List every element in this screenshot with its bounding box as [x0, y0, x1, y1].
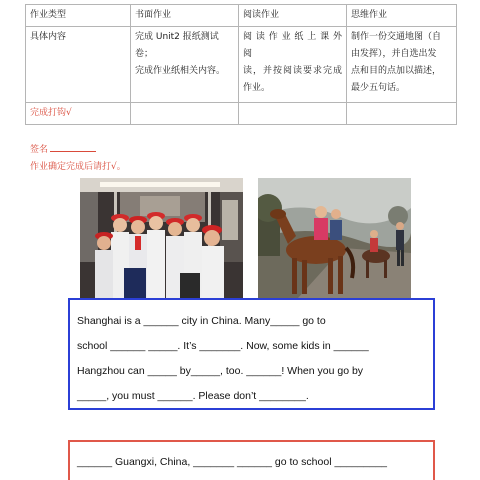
cloze-line: Shanghai is a ______ city in China. Many_____ go to [77, 315, 326, 327]
header-cell: 思维作业 [347, 5, 457, 27]
done-checkbox-cell[interactable] [239, 103, 347, 125]
cloze-line: school ______ _____. It’s _______. Now, some kids in ______ [77, 340, 369, 352]
header-cell: 书面作业 [131, 5, 239, 27]
cell-line: 由发挥），并自选出发 [351, 49, 437, 59]
cell-line: 阅 读 作 业 纸 上 课 外 阅 [243, 32, 342, 59]
cell-line: 作业。 [243, 83, 271, 93]
done-checkbox-cell[interactable] [347, 103, 457, 125]
cell-line: 制作一份交通地图（自 [351, 32, 442, 42]
cell-line: 读，并按阅读要求完成 [243, 66, 342, 76]
table-header-row [26, 5, 457, 27]
reading-homework-cell [239, 27, 347, 103]
header-cell: 作业类型 [26, 5, 131, 27]
signature-blank[interactable] [50, 144, 96, 152]
confirm-note: 作业确定完成后请打√。 [30, 162, 126, 172]
thinking-homework-cell [347, 27, 457, 103]
table-content-row [26, 27, 457, 103]
cell-line: 点和目的点加以描述， [351, 66, 442, 76]
written-homework-cell [131, 27, 239, 103]
cloze-line: ______ Guangxi, China, _______ ______ go to school _________ [77, 456, 388, 468]
mountain-horse-photo [258, 178, 411, 298]
homework-table [25, 4, 457, 125]
done-label: 完成打钩√ [26, 103, 131, 125]
header-cell: 阅读作业 [239, 5, 347, 27]
done-checkbox-cell[interactable] [131, 103, 239, 125]
cloze-passage-red [68, 440, 435, 480]
subway-kids-photo [80, 178, 243, 298]
signature-label: 签名 [30, 145, 49, 155]
content-label: 具体内容 [26, 27, 131, 103]
cloze-passage-blue [68, 298, 435, 410]
signature-line [30, 142, 96, 155]
cell-line: 完成 Unit2 报纸测试卷； [135, 32, 219, 59]
table-done-row [26, 103, 457, 125]
cloze-line: _____, you must ______. Please don’t ________. [77, 390, 309, 402]
cloze-line: Hangzhou can _____ by_____, too. ______! When you go by [77, 365, 364, 377]
cell-line: 最少五句话。 [351, 83, 406, 93]
cell-line: 完成作业纸相关内容。 [135, 66, 226, 76]
